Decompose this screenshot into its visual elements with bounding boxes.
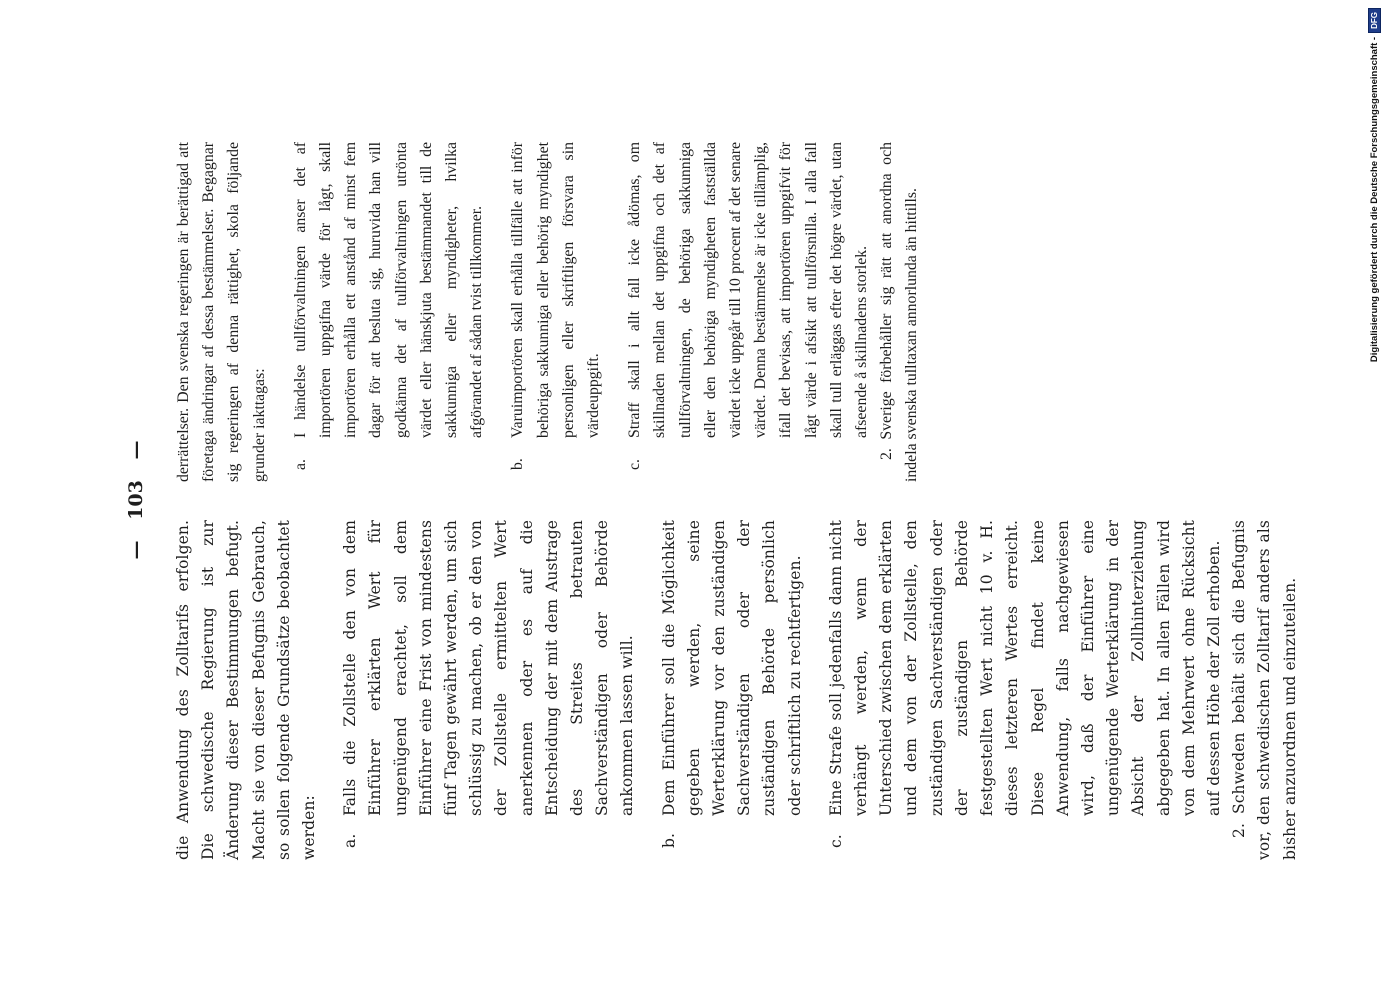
german-item-b-label: b.	[659, 832, 678, 848]
swedish-item-c	[622, 142, 874, 482]
german-intro: die Anwendung des Zolltarifs erfolgen. Die schwedische Regierung ist zur Änderung dieser Bestimmungen befugt. Macht sie von dieser Befugnis Gebrauch, so sollen folgende Grundsätze beobachtet werden:	[174, 520, 319, 860]
german-numbered-paragraph: 2. Schweden behält sich die Befugnis vor, den schwedischen Zolltarif anders als bisher anzuordnen und einzuteilen.	[1230, 520, 1299, 860]
swedish-item-a-label: a.	[291, 459, 309, 470]
german-item-a-text: Falls die Zollstelle den von dem Einführer erklärten Wert für ungenügend erachtet, soll dem Einführer eine Frist von mindestens fünf Tagen gewährt werden, um sich schlüssig zu machen, ob er den von der Zollstelle ermittelten Wert anerkennen oder es auf die Entscheidung der mit dem Austrage des Streites betrauten Sachverständigen oder Behörde ankommen lassen will.	[341, 520, 637, 816]
header-dash-right: —	[125, 440, 147, 460]
swedish-item-a	[288, 142, 490, 482]
german-item-a	[338, 520, 640, 860]
german-item-a-label: a.	[341, 833, 360, 848]
german-item-c-label: c.	[826, 834, 845, 848]
german-item-b	[657, 520, 808, 860]
swedish-intro: derrättelser. Den svenska regeringen är berättigad att företaga ändringar af dessa bestämmelser. Begagnar sig regeringen af denna rättighet, skola följande grunder iakttagas:	[175, 142, 268, 482]
swedish-item-c-label: c.	[626, 459, 644, 470]
swedish-item-b-text: Varuimportören skall erhålla tillfälle att inför behöriga sakkunniga eller behörig myndighet personligen eller skriftligen försvara sin värdeuppgift.	[509, 142, 603, 438]
stamp-text: Digitalisierung gefördert durch die Deutsche Forschungsgemeinschaft -	[1368, 36, 1380, 363]
german-column	[171, 520, 1303, 860]
german-item-c-text: Eine Strafe soll jedenfalls dann nicht verhängt werden, wenn der Unterschied zwischen dem erklärten und dem von der Zollstelle, den zuständigen Sachverständigen oder der zuständigen Behörde festgestellten Wert nicht 10 v. H. dieses letzteren Wertes erreicht. Diese Regel findet keine Anwendung, falls nachgewiesen wird, daß der Einführer eine ungenügende Werterklärung in der Absicht der Zollhinterziehung abgegeben hat. In allen Fällen wird von dem Mehrwert ohne Rücksicht auf dessen Höhe der Zoll erhoben.	[826, 520, 1223, 816]
header-dash-left: —	[125, 540, 147, 560]
swedish-column	[171, 142, 925, 482]
german-item-b-text: Dem Einführer soll die Möglichkeit gegeben werden, seine Werterklärung vor den zuständigen Sachverständigen oder der zuständigen Behörde persönlich oder schriftlich zu rechtfertigen.	[659, 520, 804, 816]
swedish-item-c-text: Straff skall i allt fall icke ådömas, om skillnaden mellan det uppgifna och det af tullförvaltningen, de behöriga sakkunniga eller den behöriga myndigheten fastställda värdet icke uppgår till 10 procent af det senare värdet. Denna bestämmelse är icke tillämplig, ifall det bevisas, att importören uppgifvit för lågt värde i afsikt att tullförsnilla. I alla fall skall tull erläggas efter det högre värdet, utan afseende å skillnadens storlek.	[626, 142, 871, 438]
german-item-c	[824, 520, 1227, 860]
digitization-stamp	[1367, 8, 1383, 388]
rotated-page	[116, 140, 1299, 860]
page-header	[116, 140, 156, 860]
swedish-item-b-label: b.	[509, 458, 527, 470]
digitization-stamp-text	[1367, 8, 1381, 388]
swedish-item-a-text: I händelse tullförvaltningen anser det af importören uppgifna värde för lågt, skall importören erhålla ett anstånd af minst fem dagar för att besluta sig, huruvida han vill godkänna det af tullförvaltningen utrönta värdet eller hänskjuta bestämmandet till de sakkunniga eller myndigheter, hvilka afgörandet af sådan tvist tillkommer.	[291, 142, 486, 438]
swedish-numbered-paragraph: 2. Sverige förbehåller sig rätt att anordna och indela svenska tulltaxan annorlunda än hittills.	[878, 142, 921, 482]
dfg-logo: DFG	[1368, 8, 1381, 33]
page-number: 103	[125, 480, 147, 520]
swedish-item-b	[505, 142, 606, 482]
